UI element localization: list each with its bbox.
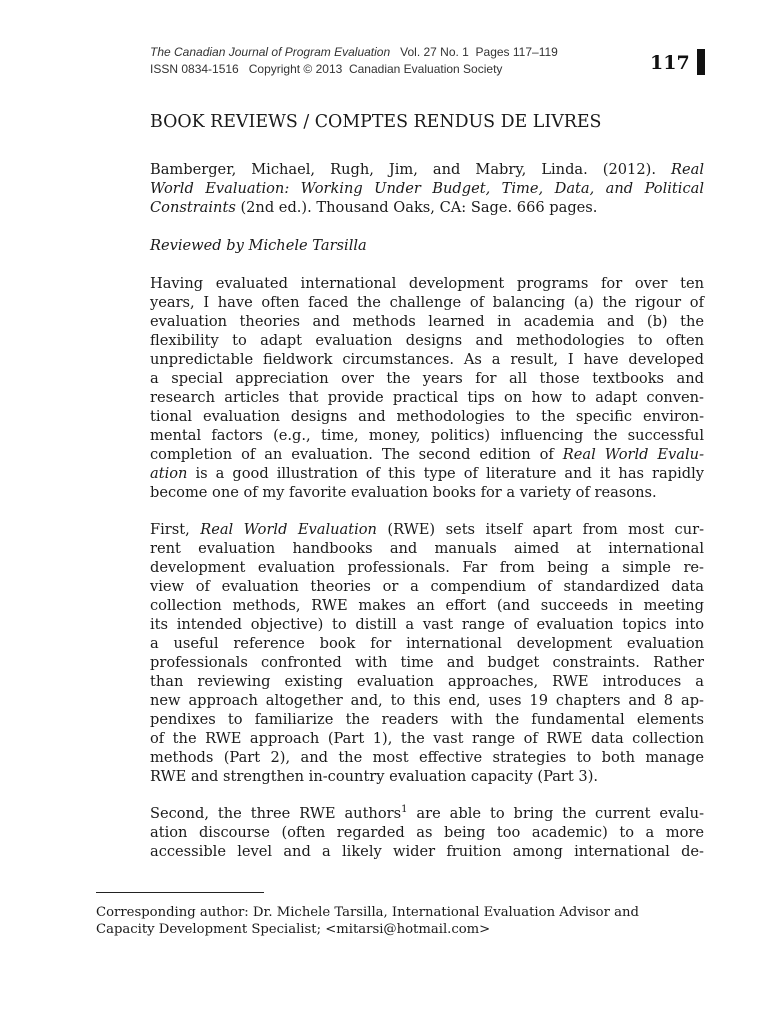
text-line: accessible level and a likely wider fruition among international de- (150, 843, 704, 860)
text-line: new approach altogether and, to this end, uses 19 chapters and 8 ap- (150, 692, 704, 709)
text-line: collection methods, RWE makes an effort (and succeeds in meeting (150, 597, 704, 614)
text-line: mental factors (e.g., time, money, politics) influencing the successful (150, 427, 704, 444)
citation-line: Constraints (2nd ed.). Thousand Oaks, CA: Sage. 666 pages. (150, 199, 598, 216)
paragraph-3 (150, 804, 704, 861)
journal-name: The Canadian Journal of Program Evaluation (150, 45, 391, 59)
text-line: view of evaluation theories or a compendium of standardized data (150, 578, 704, 595)
paragraph-1 (150, 274, 704, 502)
text-line: become one of my favorite evaluation books for a variety of reasons. (150, 484, 657, 501)
page-number-bar (697, 49, 705, 75)
text-line: RWE and strengthen in-country evaluation capacity (Part 3). (150, 768, 599, 785)
text-line: than reviewing existing evaluation approaches, RWE introduces a (150, 673, 704, 690)
header-line-1 (150, 44, 558, 61)
footnote-divider (96, 892, 264, 893)
footnote-line: Corresponding author: Dr. Michele Tarsilla, International Evaluation Advisor and (96, 905, 639, 920)
text-line: ation is a good illustration of this type of literature and it has rapidly (150, 465, 704, 482)
text-line: a useful reference book for international development evaluation (150, 635, 704, 652)
text-line: methods (Part 2), and the most effective strategies to both manage (150, 749, 704, 766)
journal-volume: Vol. 27 No. 1 (400, 45, 469, 59)
book-citation (150, 160, 704, 217)
text-line: of the RWE approach (Part 1), the vast range of RWE data collection (150, 730, 704, 747)
corresponding-author-footnote (96, 904, 706, 938)
text-line: pendixes to familiarize the readers with the fundamental elements (150, 711, 704, 728)
journal-copyright: Copyright © 2013 (248, 62, 343, 76)
text-line: its intended objective) to distill a vast range of evaluation topics into (150, 616, 704, 633)
text-line: ation discourse (often regarded as being too academic) to a more (150, 824, 704, 841)
text-line: First, Real World Evaluation (RWE) sets itself apart from most cur- (150, 521, 705, 538)
journal-pages: Pages 117–119 (475, 45, 558, 59)
text-line: Second, the three RWE authors$^1$ are able to bring the current evalu- (150, 804, 705, 822)
text-line: a special appreciation over the years for all those textbooks and (150, 370, 704, 387)
citation-line: Bamberger, Michael, Rugh, Jim, and Mabry, Linda. (2012). Real (150, 161, 704, 178)
section-title: BOOK REVIEWS / COMPTES RENDUS DE LIVRES (150, 112, 602, 132)
text-line: professionals confronted with time and budget constraints. Rather (150, 654, 704, 671)
paragraph-2 (150, 520, 704, 786)
text-line: completion of an evaluation. The second edition of Real World Evalu- (150, 446, 704, 463)
text-line: years, I have often faced the challenge of balancing (a) the rigour of (150, 294, 704, 311)
footnote-line: Capacity Development Specialist; <mitarsi@hotmail.com> (96, 922, 491, 937)
reviewer-byline: Reviewed by Michele Tarsilla (150, 237, 367, 254)
running-header (150, 44, 558, 78)
text-line: flexibility to adapt evaluation designs and methodologies to often (150, 332, 704, 349)
text-line: unpredictable fieldwork circumstances. As a result, I have developed (150, 351, 704, 368)
text-line: evaluation theories and methods learned in academia and (b) the (150, 313, 704, 330)
page-number: 117 (650, 52, 690, 74)
text-line: Having evaluated international development programs for over ten (150, 275, 704, 292)
text-line: rent evaluation handbooks and manuals aimed at international (150, 540, 704, 557)
journal-issn: ISSN 0834-1516 (150, 62, 239, 76)
citation-line: World Evaluation: Working Under Budget, Time, Data, and Political (150, 180, 704, 197)
text-line: development evaluation professionals. Far from being a simple re- (150, 559, 704, 576)
header-line-2 (150, 61, 558, 78)
footnote-marker[interactable]: 1 (401, 804, 408, 815)
text-line: tional evaluation designs and methodologies to the specific environ- (150, 408, 704, 425)
journal-society: Canadian Evaluation Society (348, 62, 503, 76)
text-line: research articles that provide practical tips on how to adapt conven- (150, 389, 704, 406)
